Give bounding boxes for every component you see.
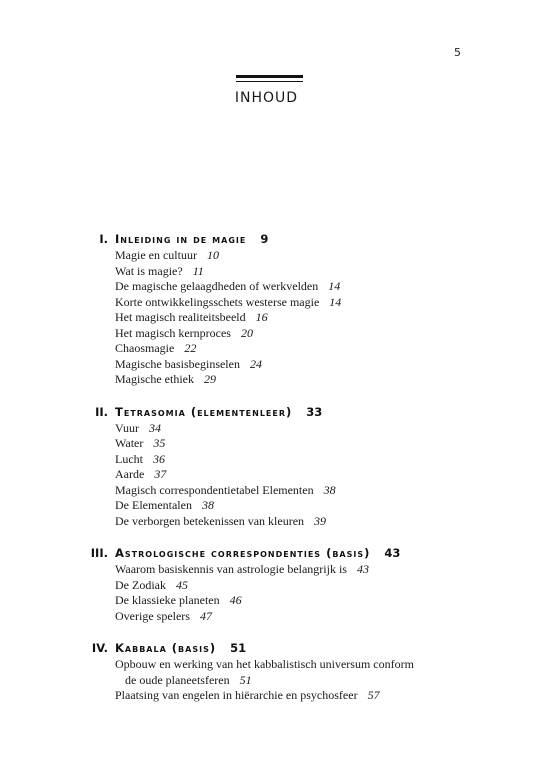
entry-page: 38 [201,498,214,512]
entry-text: Magisch correspondentietabel Elementen [115,482,314,497]
page-number: 5 [454,46,461,59]
toc-entry [115,514,533,530]
toc-entry [115,248,533,264]
chapter-page: 43 [384,546,401,560]
entry-page: 14 [328,279,341,293]
chapter-heading [0,404,533,421]
entry-text: Overige spelers [115,608,190,623]
chapter-4 [0,640,533,704]
entry-page: 36 [153,451,165,466]
toc-entry [115,279,533,295]
entry-text: Het magisch kernproces [115,325,231,340]
toc-entry [115,264,533,280]
chapter-number: I. [99,232,108,246]
toc-entry [115,688,533,704]
toc-entry [115,483,533,499]
entry-text: Het magisch realiteitsbeeld [115,310,246,324]
entry-page: 11 [192,263,204,278]
entry-text: Aarde [115,467,145,481]
entry-text: De klassieke planeten [115,593,220,607]
chapter-title [115,404,322,421]
entry-text: Opbouw en werking van het kabbalistisch universum conform [115,657,414,671]
entry-text: Chaosmagie [115,341,175,355]
chapter-page: 51 [230,641,247,655]
toc-entry [115,421,533,437]
toc-entry [115,357,533,373]
entry-page: 57 [367,688,380,702]
entry-text: Water [115,436,144,450]
entry-text: De Zodiak [115,577,166,592]
entry-list [0,657,533,704]
toc-entry [115,372,533,388]
chapter-2 [0,404,533,530]
entry-text: Magische ethiek [115,372,194,386]
entry-page: 10 [206,248,219,262]
entry-page: 39 [314,513,327,528]
entry-page: 43 [356,562,369,576]
chapter-heading [0,640,533,657]
toc-entry [115,578,533,594]
chapter-title [115,545,400,562]
chapter-title [115,231,268,248]
chapter-title-text: Tetrasomia (elementenleer) [115,404,293,419]
page-title: INHOUD [234,90,299,106]
entry-page: 38 [323,482,336,497]
chapter-heading [0,231,533,248]
entry-page: 34 [148,420,161,435]
chapter-title [115,640,246,657]
entry-page: 37 [154,467,167,481]
chapter-title-text: Astrologische correspondenties (basis) [115,546,371,560]
entry-text: De verborgen betekenissen van kleuren [115,513,305,528]
toc-entry [115,326,533,342]
chapter-title-text: Kabbala (basis) [115,641,217,655]
chapter-number: II. [95,404,108,419]
toc-entry [115,562,533,578]
entry-text: Vuur [115,420,139,435]
entry-text: Korte ontwikkelingsschets westerse magie [115,294,320,309]
entry-list [0,421,533,530]
entry-text: Wat is magie? [115,263,183,278]
toc-entry [115,295,533,311]
chapter-page: 33 [306,404,323,419]
entry-page: 51 [239,672,252,687]
toc-entry [115,609,533,625]
title-rule-thick [236,75,303,78]
entry-text: De magische gelaagdheden of werkvelden [115,279,319,293]
entry-text: Magische basisbeginselen [115,356,240,371]
entry-list [0,248,533,388]
entry-text: Lucht [115,451,143,466]
entry-text: De Elementalen [115,498,192,512]
entry-list [0,562,533,624]
toc-entry [115,310,533,326]
table-of-contents [0,231,533,720]
entry-page: 24 [249,356,262,371]
entry-page: 47 [199,608,212,623]
entry-page: 29 [203,372,216,386]
chapter-heading [0,545,533,562]
entry-page: 35 [153,436,166,450]
title-rule-thin [236,81,303,82]
entry-page: 16 [255,310,268,324]
entry-text: de oude planeetsferen [125,672,230,687]
entry-page: 20 [240,325,253,340]
chapter-page: 9 [260,232,269,246]
toc-entry [115,436,533,452]
toc-entry [115,593,533,609]
entry-text: Waarom basiskennis van astrologie belangrijk is [115,562,347,576]
toc-entry-continuation [125,673,533,689]
chapter-number: III. [90,546,108,560]
toc-entry [115,467,533,483]
chapter-title-text: Inleiding in de magie [115,232,247,246]
entry-text: Plaatsing van engelen in hiërarchie en psychosfeer [115,688,358,702]
toc-entry [115,452,533,468]
entry-page: 45 [175,577,188,592]
toc-entry [115,498,533,514]
toc-entry [115,341,533,357]
entry-page: 14 [329,294,342,309]
chapter-number: IV. [91,641,108,655]
entry-text: Magie en cultuur [115,248,197,262]
toc-entry [115,657,533,673]
chapter-1 [0,231,533,388]
entry-page: 22 [184,341,197,355]
chapter-3 [0,545,533,624]
entry-page: 46 [229,593,242,607]
